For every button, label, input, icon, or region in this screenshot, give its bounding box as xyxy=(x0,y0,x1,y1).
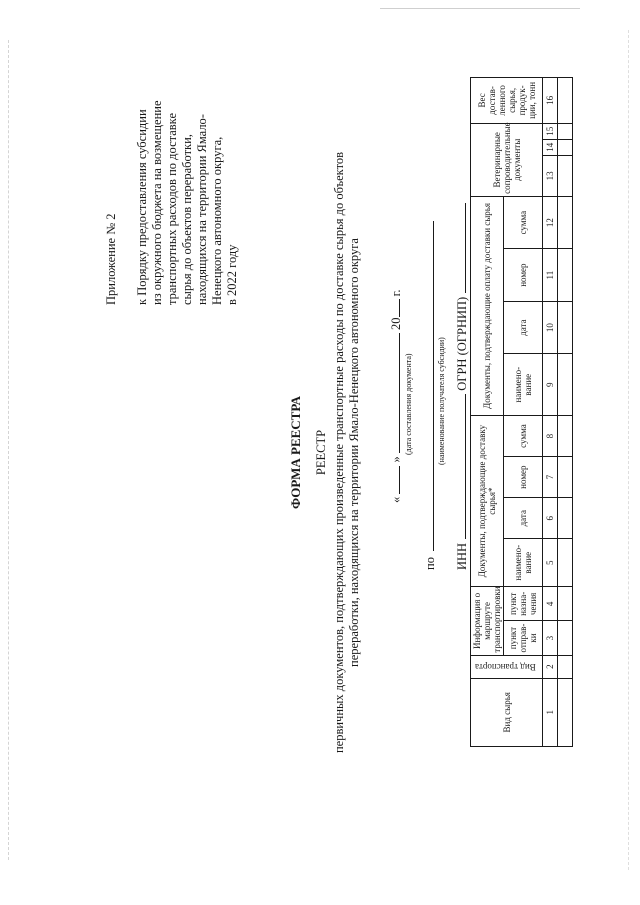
column-number: 5 xyxy=(543,539,558,587)
column-number: 1 xyxy=(543,678,558,746)
table-cell[interactable] xyxy=(558,621,573,655)
header-raw-type: Вид сырья xyxy=(471,678,543,746)
column-number: 10 xyxy=(543,301,558,354)
table-cell[interactable] xyxy=(558,457,573,498)
inn-blank[interactable] xyxy=(454,394,466,539)
open-quote: « xyxy=(389,496,403,503)
table-cell[interactable] xyxy=(558,678,573,746)
table-cell[interactable] xyxy=(558,416,573,457)
appendix-line: сырья до объектов переработки, xyxy=(180,134,194,305)
table-cell[interactable] xyxy=(558,498,573,539)
appendix-number: Приложение № 2 xyxy=(104,213,118,305)
year-blank[interactable] xyxy=(388,300,400,318)
date-line xyxy=(388,290,404,503)
column-number: 12 xyxy=(543,196,558,249)
header-weight: Вес достав-ленного сырья, продук-ции, тонн xyxy=(471,78,543,124)
table-cell[interactable] xyxy=(558,196,573,249)
header-transport-type-label: Вид транспорта xyxy=(475,661,536,672)
column-number: 6 xyxy=(543,498,558,539)
table-cell[interactable] xyxy=(558,539,573,587)
column-number: 11 xyxy=(543,249,558,302)
recipient-label: по xyxy=(423,557,437,570)
ids-line xyxy=(454,203,470,570)
column-number: 15 xyxy=(543,123,558,139)
header-delivery-docs: Документы, подтверждающие доставку сырья* xyxy=(471,416,504,587)
ogrn-blank[interactable] xyxy=(454,203,466,293)
table-row xyxy=(558,78,573,747)
subheader-delivery-number: номер xyxy=(504,457,543,498)
header-route-info: Информация о маршруте транспортировки xyxy=(471,587,504,655)
century: 20 xyxy=(389,317,403,330)
register-table xyxy=(470,77,573,747)
appendix-line: в 2022 году xyxy=(225,244,239,305)
appendix-line: из окружного бюджета на возмещение xyxy=(150,100,164,305)
table-cell[interactable] xyxy=(558,249,573,302)
table-cell[interactable] xyxy=(558,78,573,124)
table-cell[interactable] xyxy=(558,139,573,155)
column-number-row xyxy=(543,78,558,747)
table-cell[interactable] xyxy=(558,587,573,621)
column-number: 13 xyxy=(543,155,558,196)
recipient-blank[interactable] xyxy=(422,221,434,551)
form-title: ФОРМА РЕЕСТРА xyxy=(288,395,303,510)
table-header-row xyxy=(471,78,504,747)
reestr-description: первичных документов, подтверждающих произведенные транспортные расходы по доставке сырья до объектов переработки, находящихся на территории Ямало-Ненецкого автономного округа xyxy=(332,151,361,754)
subheader-delivery-name: наимено-вание xyxy=(504,539,543,587)
ogrn-label: ОГРН (ОГРНИП) xyxy=(455,296,469,391)
appendix-line: к Порядку предоставления субсидии xyxy=(135,109,149,305)
table-cell[interactable] xyxy=(558,655,573,678)
column-number: 9 xyxy=(543,354,558,416)
appendix-line: находящихся на территории Ямало- xyxy=(195,114,209,305)
header-vet-docs: Ветеринарные сопроводительные документы xyxy=(471,123,543,196)
column-number: 16 xyxy=(543,78,558,124)
appendix-block xyxy=(104,15,240,305)
subheader-route-to: пункт назна-чения xyxy=(504,587,543,621)
month-blank[interactable] xyxy=(388,333,400,453)
subheader-payment-sum: сумма xyxy=(504,196,543,249)
subheader-payment-date: дата xyxy=(504,301,543,354)
column-number: 3 xyxy=(543,621,558,655)
table-cell[interactable] xyxy=(558,354,573,416)
recipient-caption: (наименование получателя субсидии) xyxy=(437,337,446,465)
appendix-line: транспортных расходов по доставке xyxy=(165,113,179,305)
column-number: 8 xyxy=(543,416,558,457)
subheader-payment-number: номер xyxy=(504,249,543,302)
inn-label: ИНН xyxy=(455,542,469,570)
table-cell[interactable] xyxy=(558,155,573,196)
header-payment-docs: Документы, подтверждающие оплату доставки сырья xyxy=(471,196,504,415)
reestr-title: РЕЕСТР xyxy=(314,429,328,476)
subheader-delivery-date: дата xyxy=(504,498,543,539)
close-quote: » xyxy=(389,456,403,463)
subheader-payment-name: наимено-вание xyxy=(504,354,543,416)
column-number: 14 xyxy=(543,139,558,155)
subheader-route-from: пункт отправ-ки xyxy=(504,621,543,655)
appendix-line: Ненецкого автономного округа, xyxy=(210,136,224,305)
column-number: 7 xyxy=(543,457,558,498)
table-cell[interactable] xyxy=(558,123,573,139)
column-number: 2 xyxy=(543,655,558,678)
header-transport-type xyxy=(471,655,543,678)
day-blank[interactable] xyxy=(388,466,400,494)
table-cell[interactable] xyxy=(558,301,573,354)
subheader-delivery-sum: сумма xyxy=(504,416,543,457)
year-suffix: г. xyxy=(389,289,403,297)
column-number: 4 xyxy=(543,587,558,621)
recipient-line xyxy=(422,221,438,570)
date-caption: (дата составления документа) xyxy=(404,353,413,455)
